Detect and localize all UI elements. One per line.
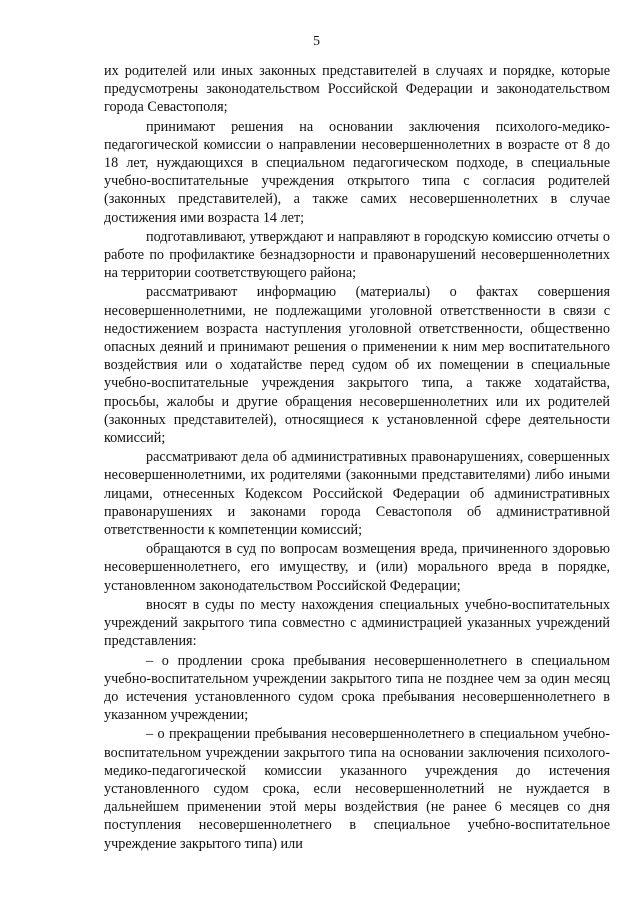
paragraph-1: их родителей или иных законных представителей в случаях и порядке, которые предусмотрены законодательством Российской Федерации и законодательством города Севастополя; bbox=[104, 63, 610, 116]
paragraph-3: подготавливают, утверждают и направляют в городскую комиссию отчеты о работе по профилактике безнадзорности и правонарушений несовершеннолетних на территории соответствующего района; bbox=[104, 228, 610, 282]
paragraph-4: рассматривают информацию (материалы) о фактах совершения несовершеннолетними, не подлежащими уголовной ответственности в связи с недостижением возраста наступления уголовной ответственности, общественно опасных деяний и принимают решения о применении к ним мер воспитательного воздействия или о ходатайстве перед судом об их помещении в специальные учебно-воспитательные учреждения закрытого типа, а также ходатайства, просьбы, жалобы и другие обращения несовершеннолетних или их родителей (законных представителей), относящиеся к установленной сфере деятельности комиссий; bbox=[104, 284, 610, 447]
paragraph-5: рассматривают дела об административных правонарушениях, совершенных несовершеннолетними, их родителями (законными представителями) либо иными лицами, отнесенных Кодексом Российской Федерации об административных правонарушениях и законами города Севастополя об административной ответственности к компетенции комиссий; bbox=[104, 449, 610, 539]
paragraph-7: вносят в суды по месту нахождения специальных учебно-воспитательных учреждений закрытого типа совместно с администрацией указанных учреждений представления: bbox=[104, 596, 610, 650]
page-number: 5 bbox=[313, 34, 320, 49]
paragraph-9: – о прекращении пребывания несовершеннолетнего в специальном учебно-воспитательном учреждении закрытого типа на основании заключения психолого-медико-педагогической комиссии указанного учреждения до истечения установленного судом срока, если несовершеннолетний не нуждается в дальнейшем применении этой меры воздействия (не ранее 6 месяцев со дня поступления несовершеннолетнего в специальное учебно-воспитательное учреждение закрытого типа) или bbox=[104, 726, 610, 852]
paragraph-6: обращаются в суд по вопросам возмещения вреда, причиненного здоровью несовершеннолетнего, его имуществу, и (или) морального вреда в порядке, установленном законодательством Российской Федерации; bbox=[104, 541, 610, 594]
document-body bbox=[104, 62, 610, 853]
paragraph-8: – о продлении срока пребывания несовершеннолетнего в специальном учебно-воспитательном учреждении закрытого типа не позднее чем за один месяц до истечения установленного судом срока пребывания несовершеннолетнего в указанном учреждении; bbox=[104, 652, 610, 724]
paragraph-2: принимают решения на основании заключения психолого-медико-педагогической комиссии о направлении несовершеннолетних в возрасте от 8 до 18 лет, нуждающихся в специальном педагогическом подходе, в специальные учебно-воспитательные учреждения открытого типа с согласия родителей (законных представителей), а также самих несовершеннолетних в случае достижения ими возраста 14 лет; bbox=[104, 118, 610, 226]
